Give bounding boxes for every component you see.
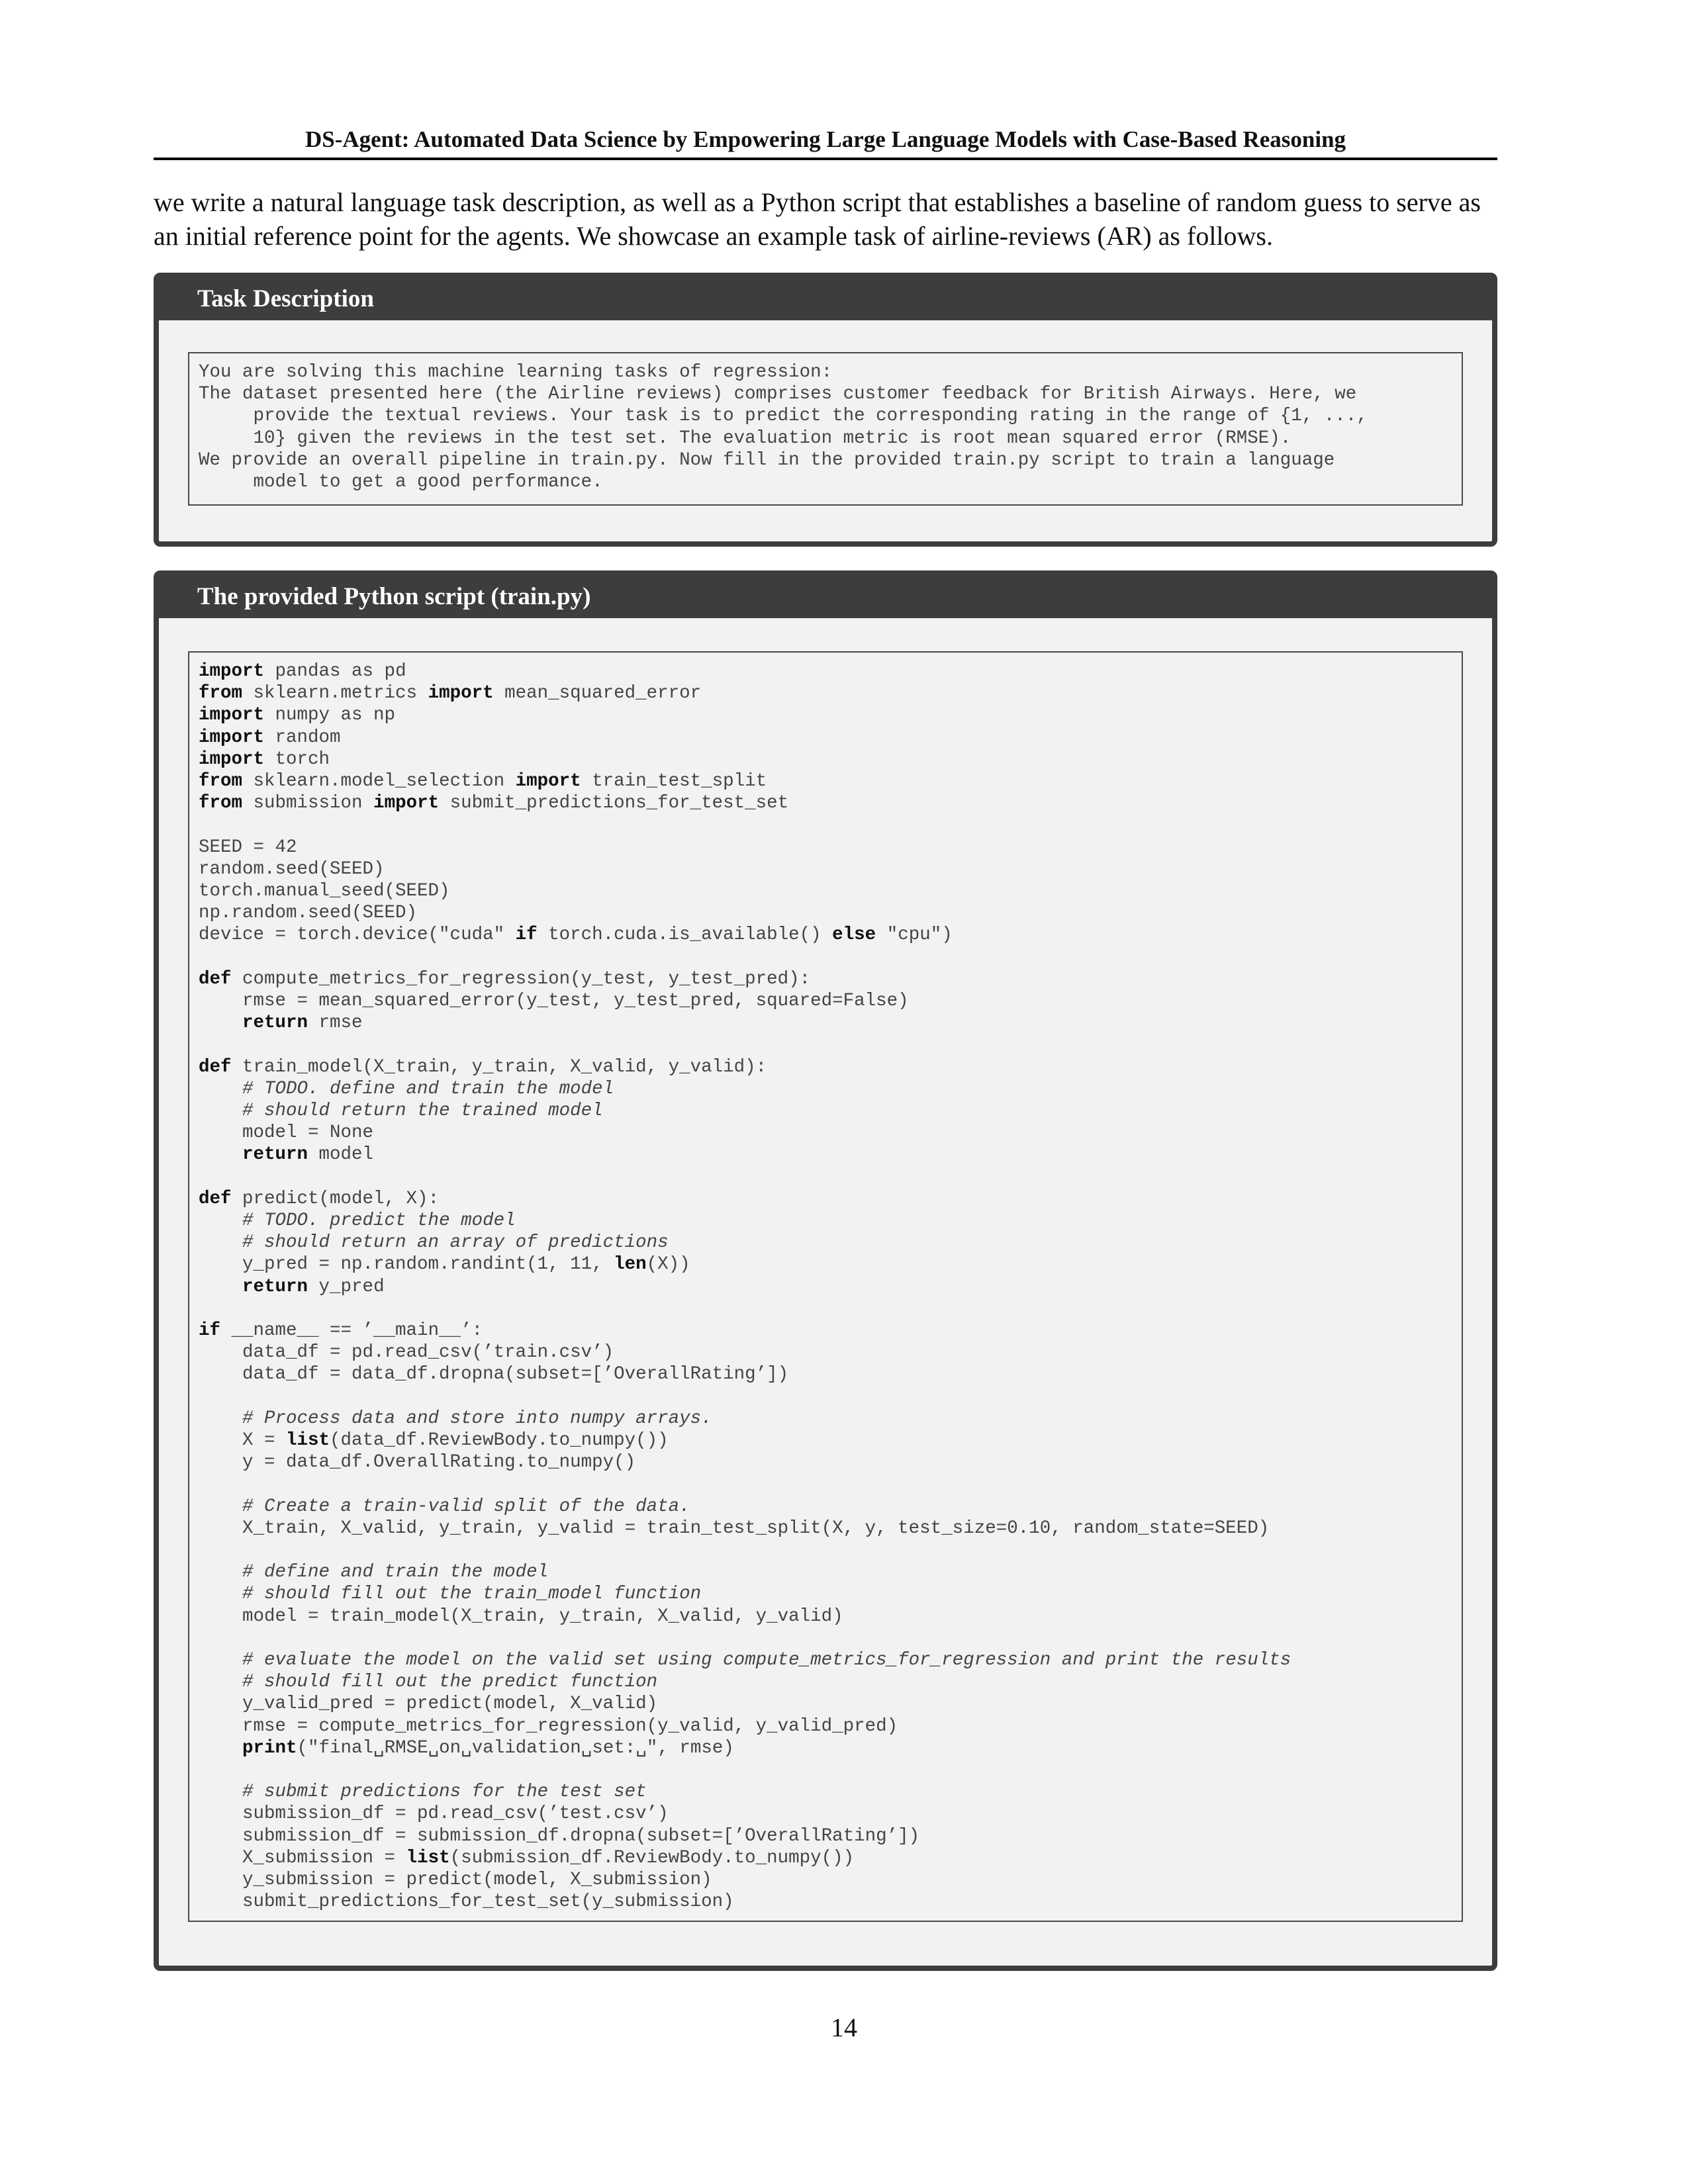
code-line: [199, 770, 1452, 792]
code-keyword: return: [242, 1013, 308, 1034]
code-line: [199, 880, 1452, 902]
code-text: [199, 1277, 242, 1297]
code-keyword: def: [199, 1188, 232, 1209]
code-line: [199, 837, 1452, 858]
code-text: y_pred: [308, 1276, 385, 1297]
code-keyword: return: [242, 1276, 308, 1297]
code-keyword: print: [242, 1737, 297, 1758]
task-line: The dataset presented here (the Airline reviews) comprises customer feedback for British Airways. Here, we: [199, 384, 1357, 405]
code-text: rmse: [308, 1013, 363, 1034]
code-text: torch: [264, 749, 330, 770]
code-line: [199, 1430, 1452, 1451]
code-text: mean_squared_error: [493, 683, 702, 704]
code-comment: # should fill out the train_model function: [242, 1584, 702, 1605]
code-text: device = torch.device("cuda": [199, 925, 516, 946]
code-line: [199, 1210, 1452, 1232]
task-description-box: [154, 273, 1497, 547]
code-line: [199, 1253, 1452, 1275]
code-keyword: list: [286, 1430, 330, 1451]
code-line: [199, 1627, 1452, 1649]
code-text: train_model(X_train, y_train, X_valid, y_valid):: [231, 1056, 767, 1077]
code-text: [199, 1079, 242, 1099]
code-text: rmse = compute_metrics_for_regression(y_valid, y_valid_pred): [199, 1715, 898, 1737]
code-keyword: from: [199, 771, 243, 792]
code-text: model: [308, 1144, 374, 1165]
code-text: [199, 1013, 242, 1033]
code-text: y = data_df.OverallRating.to_numpy(): [199, 1452, 636, 1473]
code-line: [199, 727, 1452, 749]
task-description-content: [188, 352, 1463, 506]
code-comment: # define and train the model: [242, 1562, 549, 1583]
code-text: (submission_df.ReviewBody.to_numpy()): [449, 1847, 855, 1868]
code-text: y_pred = np.random.randint(1, 11,: [199, 1254, 614, 1275]
code-line: [199, 1342, 1452, 1363]
code-text: np.random.seed(SEED): [199, 903, 418, 924]
code-line: [199, 1583, 1452, 1605]
code-line: [199, 990, 1452, 1012]
code-line: [199, 1298, 1452, 1320]
code-keyword: list: [406, 1847, 450, 1868]
code-text: model = None: [199, 1122, 374, 1144]
code-keyword: from: [199, 683, 243, 704]
task-description-text: [199, 361, 1452, 493]
code-line: [199, 1561, 1452, 1583]
code-text: y_valid_pred = predict(model, X_valid): [199, 1694, 658, 1715]
code-text: sklearn.model_selection: [242, 771, 516, 792]
code-line: [199, 1606, 1452, 1627]
task-line: 10} given the reviews in the test set. The evaluation metric is root mean squared error (RMSE).: [199, 428, 1291, 449]
code-text: data_df = pd.read_csv(’train.csv’): [199, 1342, 614, 1363]
code-line: [199, 1759, 1452, 1781]
code-text: pandas as pd: [264, 661, 406, 682]
code-line: [199, 792, 1452, 814]
code-line: [199, 1715, 1452, 1737]
code-line: [199, 1232, 1452, 1253]
code-text: [199, 1210, 242, 1231]
task-line: model to get a good performance.: [199, 472, 603, 493]
code-text: __name__ == ’__main__’:: [220, 1320, 483, 1342]
page-number: 14: [831, 2013, 857, 2042]
code-text: rmse = mean_squared_error(y_test, y_test_pred, squared=False): [199, 991, 909, 1012]
code-text: [199, 1672, 242, 1692]
code-line: [199, 749, 1452, 770]
code-keyword: import: [199, 661, 265, 682]
code-line: [199, 704, 1452, 726]
code-text: [199, 1782, 242, 1802]
code-line: [199, 946, 1452, 968]
code-line: [199, 660, 1452, 682]
code-comment: # TODO. predict the model: [242, 1210, 516, 1232]
code-text: data_df = data_df.dropna(subset=[’OverallRating’]): [199, 1364, 789, 1385]
python-script-title: The provided Python script (train.py): [159, 576, 1492, 618]
code-text: submission: [242, 793, 374, 814]
code-text: train_test_split: [581, 771, 767, 792]
code-line: [199, 1188, 1452, 1210]
code-listing: [199, 660, 1452, 1913]
code-text: [199, 1144, 242, 1165]
code-text: "cpu"): [876, 925, 953, 946]
code-line: [199, 1363, 1452, 1385]
code-line: [199, 1100, 1452, 1122]
code-text: submit_predictions_for_test_set: [439, 793, 789, 814]
code-line: [199, 1451, 1452, 1473]
code-text: X =: [199, 1430, 287, 1451]
code-line: [199, 1473, 1452, 1495]
code-keyword: import: [428, 683, 494, 704]
code-text: [199, 1584, 242, 1604]
code-text: (X)): [646, 1254, 690, 1275]
code-line: [199, 1869, 1452, 1891]
code-line: [199, 1891, 1452, 1913]
code-keyword: return: [242, 1144, 308, 1165]
code-text: [199, 1650, 242, 1670]
code-text: compute_metrics_for_regression(y_test, y_test_pred):: [231, 968, 811, 989]
code-line: [199, 1539, 1452, 1561]
code-text: random.seed(SEED): [199, 858, 385, 880]
code-line: [199, 1144, 1452, 1165]
code-comment: # evaluate the model on the valid set using compute_metrics_for_regression and print the results: [242, 1650, 1291, 1670]
task-line: We provide an overall pipeline in train.py. Now fill in the provided train.py script to train a language: [199, 449, 1335, 471]
code-keyword: len: [614, 1254, 647, 1275]
code-text: submission_df = submission_df.dropna(subset=[’OverallRating’]): [199, 1825, 920, 1846]
code-line: [199, 858, 1452, 880]
code-keyword: def: [199, 1056, 232, 1077]
code-line: [199, 1825, 1452, 1847]
code-keyword: import: [199, 727, 265, 748]
code-line: [199, 1122, 1452, 1144]
code-line: [199, 1166, 1452, 1188]
running-head: DS-Agent: Automated Data Science by Empowering Large Language Models with Case-Based Reasoning: [154, 126, 1497, 160]
code-comment: # should fill out the predict function: [242, 1672, 658, 1693]
code-keyword: if: [515, 925, 538, 946]
code-keyword: import: [199, 749, 265, 770]
task-line: You are solving this machine learning tasks of regression:: [199, 362, 833, 383]
code-line: [199, 1034, 1452, 1056]
code-text: [199, 1232, 242, 1253]
code-text: y_submission = predict(model, X_submission): [199, 1870, 712, 1891]
code-text: submission_df = pd.read_csv(’test.csv’): [199, 1803, 669, 1825]
code-comment: # Process data and store into numpy arrays.: [242, 1408, 712, 1429]
code-line: [199, 814, 1452, 836]
code-keyword: import: [515, 771, 581, 792]
code-line: [199, 1408, 1452, 1430]
code-text: SEED = 42: [199, 837, 297, 858]
code-comment: # should return the trained model: [242, 1101, 603, 1122]
code-text: numpy as np: [264, 705, 396, 726]
code-line: [199, 1056, 1452, 1078]
code-text: [199, 1562, 242, 1582]
code-text: X_submission =: [199, 1847, 406, 1868]
code-text: (data_df.ReviewBody.to_numpy()): [330, 1430, 669, 1451]
code-line: [199, 1012, 1452, 1034]
code-line: [199, 1518, 1452, 1539]
code-comment: # submit predictions for the test set: [242, 1782, 647, 1803]
task-line: provide the textual reviews. Your task is to predict the corresponding rating in the range of {1, ...,: [199, 406, 1368, 427]
code-line: [199, 1386, 1452, 1408]
code-line: [199, 1737, 1452, 1759]
code-keyword: else: [832, 925, 876, 946]
code-text: submit_predictions_for_test_set(y_submission): [199, 1891, 734, 1913]
code-comment: # should return an array of predictions: [242, 1232, 669, 1253]
code-line: [199, 1078, 1452, 1100]
code-text: [199, 1738, 242, 1758]
code-text: [199, 1496, 242, 1517]
code-line: [199, 968, 1452, 990]
code-line: [199, 902, 1452, 924]
code-line: [199, 1320, 1452, 1342]
code-text: predict(model, X):: [231, 1188, 440, 1209]
code-keyword: import: [199, 705, 265, 726]
code-line: [199, 1693, 1452, 1715]
code-text: model = train_model(X_train, y_train, X_valid, y_valid): [199, 1606, 843, 1627]
code-line: [199, 1847, 1452, 1869]
code-line: [199, 1276, 1452, 1298]
code-text: sklearn.metrics: [242, 683, 428, 704]
intro-paragraph: we write a natural language task description, as well as a Python script that establishes a baseline of random guess to serve as an initial reference point for the agents. We showcase an example task of airline-reviews (AR) as follows.: [154, 187, 1481, 251]
task-description-title: Task Description: [159, 278, 1492, 320]
code-text: random: [264, 727, 341, 748]
code-text: torch.cuda.is_available(): [537, 925, 833, 946]
code-line: [199, 1803, 1452, 1825]
code-line: [199, 1496, 1452, 1518]
code-line: [199, 1671, 1452, 1693]
code-text: ("final␣RMSE␣on␣validation␣set:␣", rmse): [297, 1737, 734, 1758]
code-line: [199, 1649, 1452, 1671]
code-keyword: if: [199, 1320, 221, 1342]
code-keyword: from: [199, 793, 243, 814]
code-keyword: import: [373, 793, 440, 814]
code-line: [199, 682, 1452, 704]
code-text: [199, 1101, 242, 1121]
code-line: [199, 924, 1452, 946]
code-comment: # Create a train-valid split of the data.: [242, 1496, 690, 1517]
code-text: torch.manual_seed(SEED): [199, 881, 450, 902]
code-text: [199, 1408, 242, 1429]
python-script-content: [188, 651, 1463, 1922]
python-script-box: [154, 570, 1497, 1971]
code-line: [199, 1781, 1452, 1803]
code-comment: # TODO. define and train the model: [242, 1078, 614, 1099]
code-text: X_train, X_valid, y_train, y_valid = train_test_split(X, y, test_size=0.10, random_state=SEED): [199, 1518, 1270, 1539]
code-keyword: def: [199, 968, 232, 989]
